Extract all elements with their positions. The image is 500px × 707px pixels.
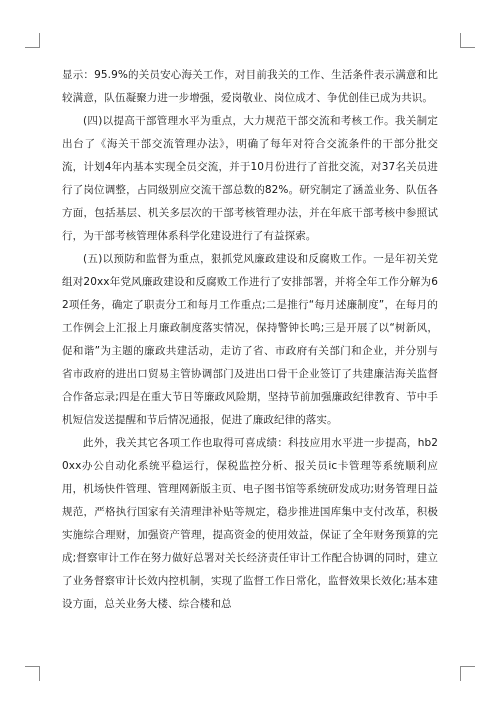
page-corner-mark-top-left [25, 33, 40, 48]
page-corner-mark-bottom-right [460, 666, 475, 681]
document-body [62, 64, 438, 616]
page-corner-mark-top-right [460, 33, 475, 48]
paragraph-continuation: 显示：95.9%的关员安心海关工作，对目前我关的工作、生活条件表示满意和比较满意，队伍凝聚力进一步增强，爱岗敬业、岗位成才、争优创佳已成为共识。 [62, 69, 438, 104]
page-corner-mark-bottom-left [25, 666, 40, 681]
paragraph-other-work: 此外，我关其它各项工作也取得可喜成绩：科技应用水平进一步提高，hb20xx办公自动化系统平稳运行，保税监控分析、报关员ic卡管理等系统顺利应用，机场快件管理、管理网新版主页、电子图书馆等系统研发成功;财务管理日益规范，严格执行国家有关清理津补贴等规定，稳步推进国库集中支付改革，积极实施综合理财，加强资产管理，提高资金的使用效益，保证了全年财务预算的完成;督察审计工作在努力做好总署对关长经济责任审计工作配合协调的同时，建立了业务督察审计长效内控机制，实现了监督工作日常化，监督效果长效化;基本建设方面，总关业务大楼、综合楼和总 [62, 437, 438, 610]
paragraph-section-five: (五)以预防和监督为重点，狠抓党风廉政建设和反腐败工作。一是年初关党组对20xx年党风廉政建设和反腐败工作进行了安排部署，并将全年工作分解为62项任务，确定了职责分工和每月工作重点;二是推行“每月述廉制度”，在每月的工作例会上汇报上月廉政制度落实情况，保持警钟长鸣;三是开展了以“树新风，促和谐”为主题的廉政共建活动，走访了省、市政府有关部门和企业，并分别与省市政府的进出口贸易主管协调部门及进出口骨干企业签订了共建廉洁海关监督合作备忘录;四是在重大节日等廉政风险期，坚持节前加强廉政纪律教育、节中手机短信发送提醒和节后情况通报，促进了廉政纪律的落实。 [62, 253, 438, 426]
paragraph-section-four: (四)以提高干部管理水平为重点，大力规范干部交流和考核工作。我关制定出台了《海关干部交流管理办法》，明确了每年对符合交流条件的干部分批交流，计划4年内基本实现全员交流，并于10月份进行了首批交流，对37名关员进行了岗位调整，占同级别应交流干部总数的82%。研究制定了涵盖业务、队伍各方面，包括基层、机关多层次的干部考核管理办法，并在年底干部考核中参照试行，为干部考核管理体系科学化建设进行了有益探索。 [62, 115, 438, 242]
